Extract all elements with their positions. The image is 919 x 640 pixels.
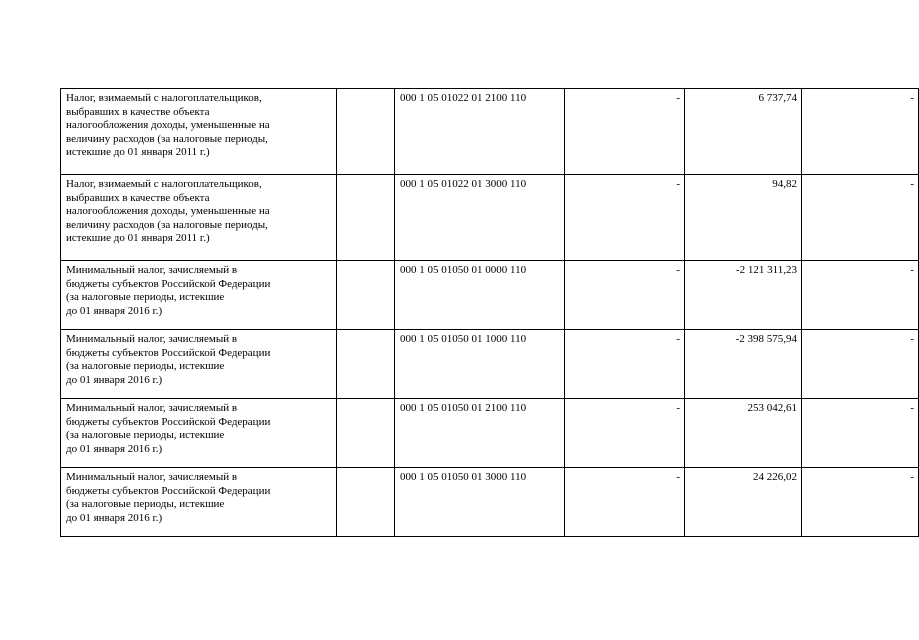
value-cell-approved: - [565,330,685,399]
budget-code-cell: 000 1 05 01050 01 3000 110 [395,468,565,537]
table-row [61,89,919,175]
empty-cell [337,399,395,468]
revenue-name-cell [61,468,337,537]
revenue-name: Налог, взимаемый с налогоплательщиков, выбравших в качестве объекта налогообложения доходы, уменьшенные на величину расходов (за налоговые периоды, истекшие до 01 января 2011 г.) [66,92,270,158]
budget-code-cell: 000 1 05 01050 01 1000 110 [395,330,565,399]
value-cell-approved: - [565,175,685,261]
value-cell-unexecuted: - [802,261,919,330]
value-cell-executed: 6 737,74 [685,89,802,175]
table-row [61,261,919,330]
revenue-name-cell [61,261,337,330]
value-cell-approved: - [565,89,685,175]
budget-revenue-table [60,88,919,537]
value-cell-executed: 24 226,02 [685,468,802,537]
value-cell-unexecuted: - [802,330,919,399]
empty-cell [337,175,395,261]
budget-code-cell: 000 1 05 01022 01 2100 110 [395,89,565,175]
value-cell-unexecuted: - [802,175,919,261]
budget-code-cell: 000 1 05 01050 01 2100 110 [395,399,565,468]
revenue-name: Минимальный налог, зачисляемый в бюджеты субъектов Российской Федерации (за налоговые периоды, истекшие до 01 января 2016 г.) [66,333,271,386]
revenue-name: Минимальный налог, зачисляемый в бюджеты субъектов Российской Федерации (за налоговые периоды, истекшие до 01 января 2016 г.) [66,264,271,317]
empty-cell [337,261,395,330]
revenue-name: Минимальный налог, зачисляемый в бюджеты субъектов Российской Федерации (за налоговые периоды, истекшие до 01 января 2016 г.) [66,471,271,524]
value-cell-approved: - [565,399,685,468]
empty-cell [337,330,395,399]
revenue-name-cell [61,175,337,261]
table-row [61,330,919,399]
value-cell-unexecuted: - [802,399,919,468]
value-cell-executed: 253 042,61 [685,399,802,468]
table-row [61,175,919,261]
budget-code-cell: 000 1 05 01050 01 0000 110 [395,261,565,330]
value-cell-approved: - [565,468,685,537]
value-cell-unexecuted: - [802,468,919,537]
value-cell-executed: -2 398 575,94 [685,330,802,399]
revenue-name-cell [61,330,337,399]
revenue-name-cell [61,399,337,468]
revenue-name: Налог, взимаемый с налогоплательщиков, выбравших в качестве объекта налогообложения доходы, уменьшенные на величину расходов (за налоговые периоды, истекшие до 01 января 2011 г.) [66,178,270,244]
empty-cell [337,89,395,175]
empty-cell [337,468,395,537]
table-row [61,399,919,468]
table-row [61,468,919,537]
value-cell-approved: - [565,261,685,330]
value-cell-executed: -2 121 311,23 [685,261,802,330]
value-cell-unexecuted: - [802,89,919,175]
revenue-name-cell [61,89,337,175]
value-cell-executed: 94,82 [685,175,802,261]
revenue-name: Минимальный налог, зачисляемый в бюджеты субъектов Российской Федерации (за налоговые периоды, истекшие до 01 января 2016 г.) [66,402,271,455]
budget-code-cell: 000 1 05 01022 01 3000 110 [395,175,565,261]
